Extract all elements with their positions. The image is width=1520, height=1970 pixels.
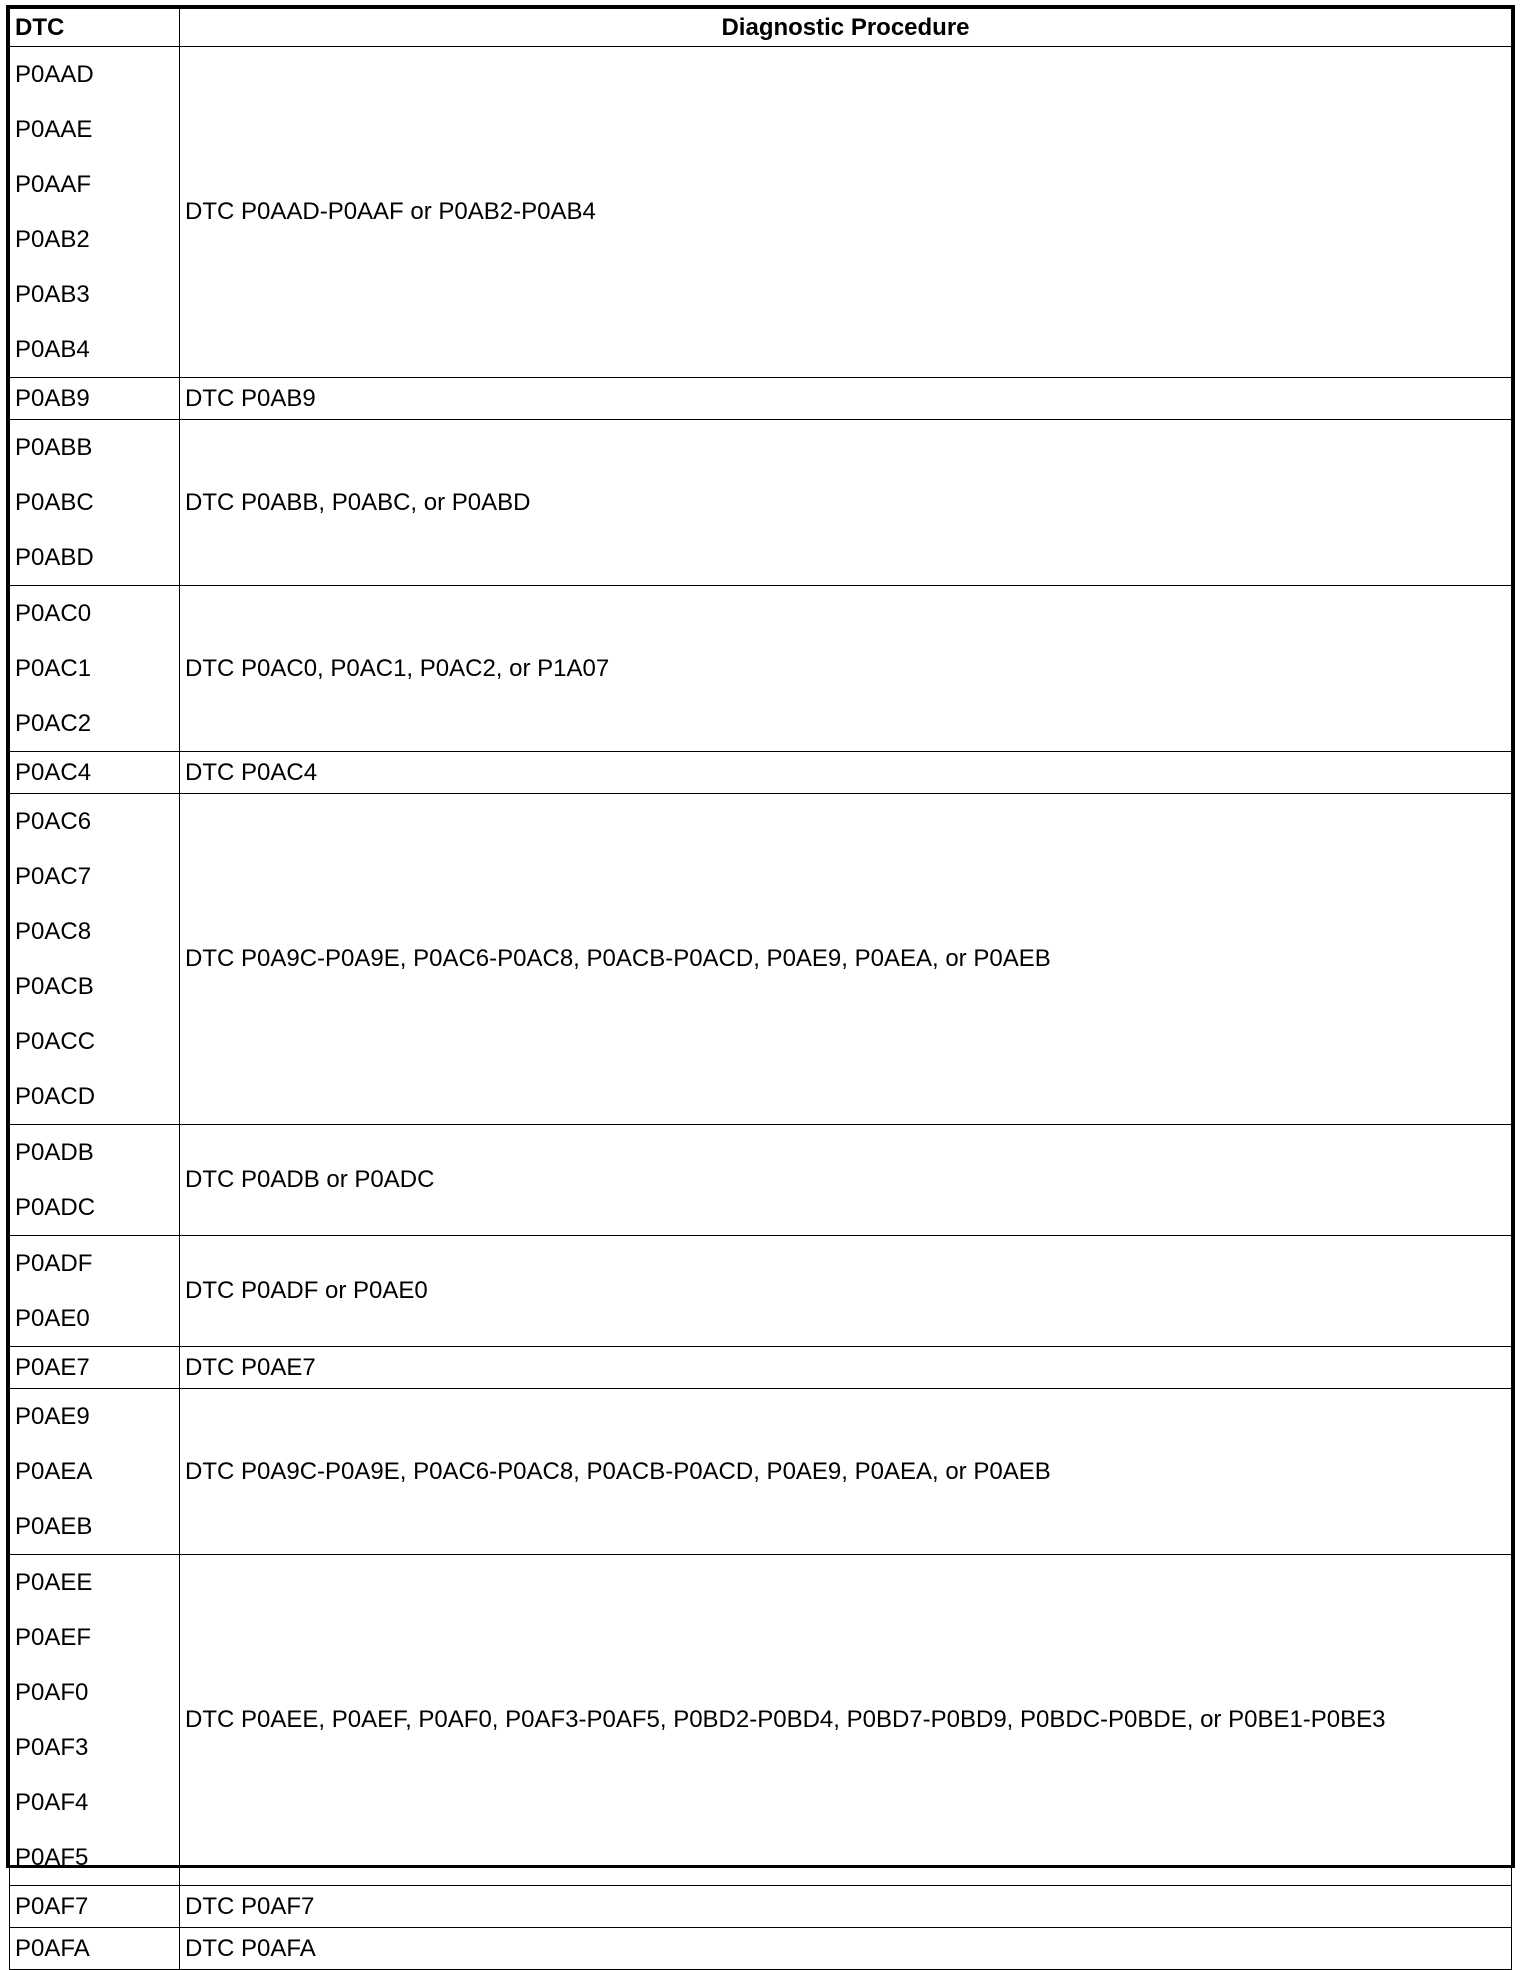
table-row <box>10 1928 1512 1970</box>
table-row <box>10 794 1512 1125</box>
dtc-table <box>9 8 1512 1970</box>
dtc-code: P0AB9 <box>15 385 90 412</box>
table-row <box>10 1389 1512 1555</box>
dtc-codes-cell <box>10 378 180 420</box>
dtc-code: P0AB3 <box>15 281 90 308</box>
diagnostic-procedure-cell: DTC P0AC4 <box>180 752 1512 794</box>
dtc-code: P0AEB <box>15 1513 93 1540</box>
header-row <box>10 9 1512 47</box>
table-row <box>10 47 1512 378</box>
dtc-code: P0AE0 <box>15 1305 90 1332</box>
diagnostic-procedure-cell: DTC P0AFA <box>180 1928 1512 1970</box>
table-row <box>10 1347 1512 1389</box>
dtc-code: P0AAF <box>15 171 92 198</box>
dtc-codes-cell <box>10 1347 180 1389</box>
dtc-code: P0AF4 <box>15 1789 89 1816</box>
dtc-code: P0ADF <box>15 1250 93 1277</box>
dtc-codes-cell <box>10 1389 180 1555</box>
dtc-code: P0ACD <box>15 1083 96 1110</box>
table-row <box>10 1555 1512 1886</box>
diagnostic-procedure-cell: DTC P0AEE, P0AEF, P0AF0, P0AF3-P0AF5, P0BD2-P0BD4, P0BD7-P0BD9, P0BDC-P0BDE, or P0BE1-P0BE3 <box>180 1555 1512 1886</box>
dtc-code: P0AEA <box>15 1458 93 1485</box>
dtc-code: P0ACC <box>15 1028 96 1055</box>
dtc-codes-cell <box>10 1555 180 1886</box>
diagnostic-procedure-cell: DTC P0AF7 <box>180 1886 1512 1928</box>
dtc-code: P0AC1 <box>15 655 92 682</box>
diagnostic-procedure-cell: DTC P0ADB or P0ADC <box>180 1125 1512 1236</box>
dtc-code: P0AAD <box>15 61 94 88</box>
table-row <box>10 1125 1512 1236</box>
dtc-codes-cell <box>10 1236 180 1347</box>
dtc-code: P0AFA <box>15 1935 90 1962</box>
dtc-code: P0AEE <box>15 1569 93 1596</box>
dtc-codes-cell <box>10 586 180 752</box>
dtc-code: P0AB4 <box>15 336 90 363</box>
dtc-codes-cell <box>10 47 180 378</box>
dtc-code: P0AC8 <box>15 918 92 945</box>
table-body <box>10 47 1512 1970</box>
dtc-table-frame <box>6 5 1515 1962</box>
dtc-code: P0AE9 <box>15 1403 90 1430</box>
dtc-code: P0ABC <box>15 489 94 516</box>
dtc-code: P0AC4 <box>15 759 92 786</box>
diagnostic-procedure-cell: DTC P0ADF or P0AE0 <box>180 1236 1512 1347</box>
dtc-code: P0AF7 <box>15 1893 89 1920</box>
dtc-codes-cell <box>10 752 180 794</box>
diagnostic-procedure-cell: DTC P0AB9 <box>180 378 1512 420</box>
table-row <box>10 752 1512 794</box>
dtc-column-header: DTC <box>10 9 180 47</box>
diagnostic-procedure-cell: DTC P0A9C-P0A9E, P0AC6-P0AC8, P0ACB-P0ACD, P0AE9, P0AEA, or P0AEB <box>180 1389 1512 1555</box>
diagnostic-procedure-cell: DTC P0AE7 <box>180 1347 1512 1389</box>
dtc-codes-cell <box>10 1928 180 1970</box>
dtc-code: P0ABB <box>15 434 93 461</box>
dtc-code: P0AEF <box>15 1624 92 1651</box>
dtc-code: P0AF3 <box>15 1734 89 1761</box>
dtc-code: P0AC6 <box>15 808 92 835</box>
dtc-code: P0AF5 <box>15 1844 89 1871</box>
dtc-code: P0AC2 <box>15 710 92 737</box>
dtc-codes-cell <box>10 420 180 586</box>
dtc-code: P0ACB <box>15 973 94 1000</box>
dtc-code: P0ABD <box>15 544 94 571</box>
dtc-code: P0ADC <box>15 1194 96 1221</box>
dtc-code: P0AAE <box>15 116 93 143</box>
dtc-code: P0AB2 <box>15 226 90 253</box>
diagnostic-procedure-cell: DTC P0A9C-P0A9E, P0AC6-P0AC8, P0ACB-P0ACD, P0AE9, P0AEA, or P0AEB <box>180 794 1512 1125</box>
dtc-code: P0AC0 <box>15 600 92 627</box>
dtc-codes-cell <box>10 794 180 1125</box>
dtc-codes-cell <box>10 1125 180 1236</box>
dtc-code: P0AC7 <box>15 863 92 890</box>
table-row <box>10 586 1512 752</box>
table-row <box>10 378 1512 420</box>
table-row <box>10 420 1512 586</box>
dtc-code: P0ADB <box>15 1139 94 1166</box>
diagnostic-procedure-cell: DTC P0ABB, P0ABC, or P0ABD <box>180 420 1512 586</box>
procedure-column-header: Diagnostic Procedure <box>180 9 1512 47</box>
table-row <box>10 1886 1512 1928</box>
diagnostic-procedure-cell: DTC P0AAD-P0AAF or P0AB2-P0AB4 <box>180 47 1512 378</box>
diagnostic-procedure-cell: DTC P0AC0, P0AC1, P0AC2, or P1A07 <box>180 586 1512 752</box>
dtc-code: P0AF0 <box>15 1679 89 1706</box>
table-row <box>10 1236 1512 1347</box>
dtc-code: P0AE7 <box>15 1354 90 1381</box>
dtc-codes-cell <box>10 1886 180 1928</box>
